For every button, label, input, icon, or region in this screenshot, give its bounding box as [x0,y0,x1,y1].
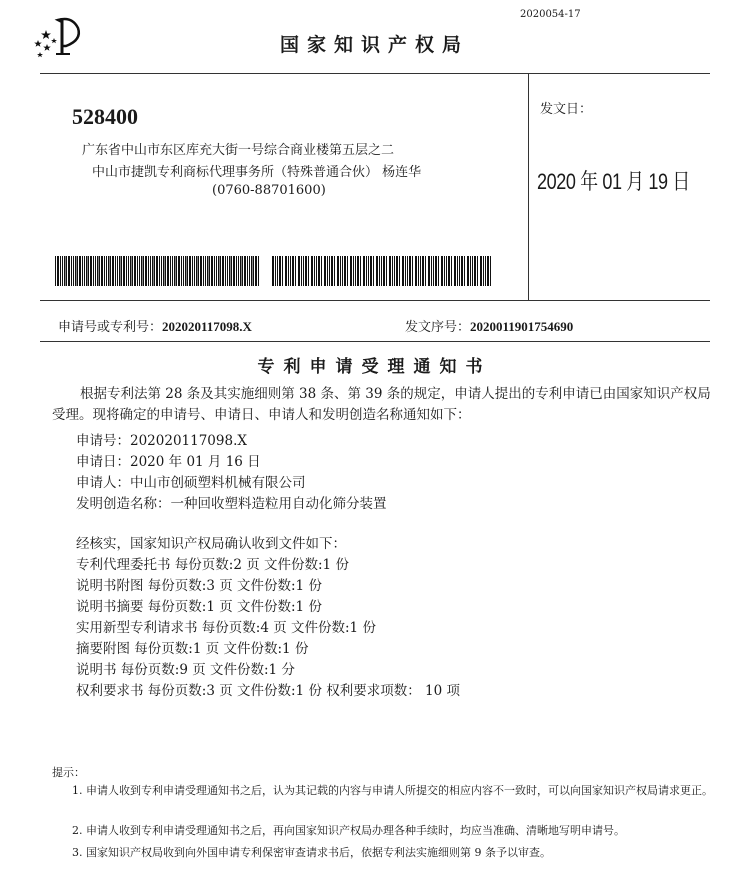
file-item: 说明书摘要 每份页数:1 页 文件份数:1 份 [76,599,322,615]
file-item: 权利要求书 每份页数:3 页 文件份数:1 份 权利要求项数： 10 项 [76,683,460,699]
barcode-right [272,256,492,286]
recipient-address: 广东省中山市东区库充大街一号综合商业楼第五层之二 [82,143,395,158]
notice-title: 专利申请受理通知书 [257,357,492,377]
file-item: 摘要附图 每份页数:1 页 文件份数:1 份 [76,641,309,657]
tip-item-3: 3. 国家知识产权局收到向外国申请专利保密审查请求书后，依据专利法实施细则第 9 条予以审查。 [72,846,551,859]
header-divider [40,73,710,74]
field-filing-date: 申请日：2020 年 01 月 16 日 [76,454,261,470]
barcode-left [55,256,259,286]
file-item: 说明书附图 每份页数:3 页 文件份数:1 份 [76,578,322,594]
file-item: 说明书 每份页数:9 页 文件份数:1 分 [76,662,295,678]
document-code: 2020054-17 [520,9,581,20]
tip-item-2: 2. 申请人收到专利申请受理通知书之后，再向国家知识产权局办理各种手续时，均应当准确、清晰地写明申请号。 [72,824,625,837]
serial-number-label: 发文序号： [405,320,471,335]
dispatch-date-label: 发文日： [540,102,593,117]
meta-divider [40,341,710,342]
column-divider [528,73,529,300]
verify-intro: 经核实，国家知识产权局确认收到文件如下： [76,536,346,552]
tip-item-1: 1. 申请人收到专利申请受理通知书之后，认为其记载的内容与申请人所提交的相应内容不一致时，可以向国家知识产权局请求更正。 [72,784,713,797]
postcode: 528400 [72,104,138,129]
tips-label: 提示： [52,766,85,779]
serial-number: 2020011901754690 [470,319,574,334]
field-invention-title: 发明创造名称：一种回收塑料造粒用自动化筛分装置 [76,496,387,512]
serial-number-row [405,316,573,335]
file-item: 专利代理委托书 每份页数:2 页 文件份数:1 份 [76,557,349,573]
agency-phone: (0760-88701600) [212,183,326,198]
office-title: 国家知识产权局 [279,34,469,56]
address-block-divider [40,300,710,301]
field-application-number: 申请号：202020117098.X [76,433,247,449]
application-number-label: 申请号或专利号： [58,320,163,335]
application-number-row [58,316,252,335]
file-item: 实用新型专利请求书 每份页数:4 页 文件份数:1 份 [76,620,376,636]
field-applicant: 申请人：中山市创硕塑料机械有限公司 [76,475,306,491]
agency-name: 中山市捷凯专利商标代理事务所（特殊普通合伙） 杨连华 [92,165,422,180]
application-number: 202020117098.X [162,319,252,334]
dispatch-date: 2020 年 01 月 19 日 [537,169,690,194]
notice-intro: 根据专利法第 28 条及其实施细则第 38 条、第 39 条的规定，申请人提出的专利申请已由国家知识产权局受理。现将确定的申请号、申请日、申请人和发明创造名称通知如下： [52,386,711,423]
